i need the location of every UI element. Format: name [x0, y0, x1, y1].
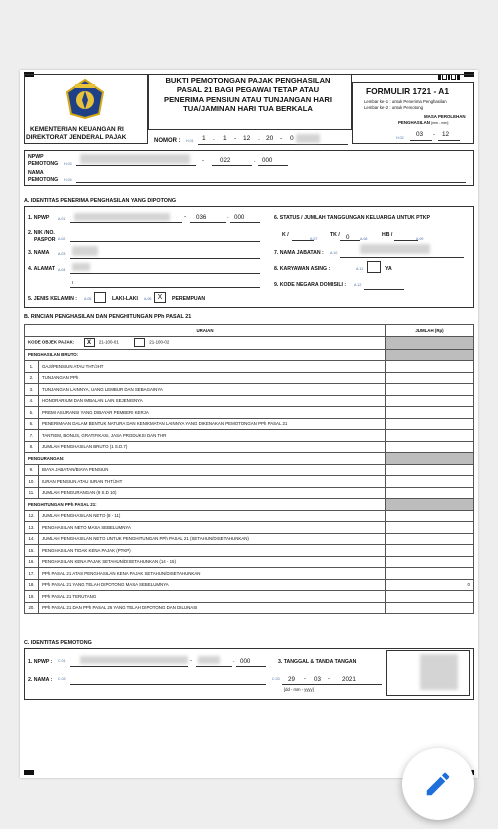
masa-dash: - [433, 132, 435, 138]
a-jk-label: 5. JENIS KELAMIN : [28, 296, 78, 302]
group-label: PENGURANGAN: [25, 453, 386, 465]
masa-label-1: MASA PEROLEHAN [424, 114, 466, 119]
directorate-name: DIREKTORAT JENDERAL PAJAK [26, 134, 127, 141]
row-number: 6. [25, 418, 39, 430]
a-k-code: A.07 [310, 237, 318, 241]
row-description: PENGHASILAN TIDAK KENA PAJAK (PTKP) [39, 545, 386, 557]
npwp-pemotong-code: H.03 [64, 162, 72, 166]
row-amount[interactable] [386, 407, 474, 419]
row-description: PREMI ASURANSI YANG DIBAYAR PEMBERI KERJA [39, 407, 386, 419]
row-amount[interactable]: 0 [386, 579, 474, 591]
c-npwp-code: C.01 [58, 659, 66, 663]
c-npwp-dot: . [233, 658, 235, 664]
table-row [25, 464, 474, 476]
lembar-1: Lembar ke-1 : untuk Penerima Penghasilan [364, 99, 447, 104]
kemenkeu-logo-icon [63, 78, 107, 120]
row-amount[interactable] [386, 602, 474, 614]
a-jabatan-redacted [360, 244, 430, 254]
kode-1-label: 21-100-01 [98, 339, 119, 345]
table-row [25, 487, 474, 499]
group-row [25, 349, 474, 361]
kode-2-checkbox[interactable] [134, 338, 145, 347]
table-row [25, 361, 474, 373]
row-number: 4. [25, 395, 39, 407]
a-nama-label: 3. NAMA [28, 250, 50, 256]
npwp-pemotong-part3[interactable]: 000 [262, 157, 273, 164]
group-label: PENGHASILAN BRUTO: [25, 349, 386, 361]
npwp-dash-1: - [202, 158, 204, 164]
form-page [20, 70, 478, 778]
table-row [25, 441, 474, 453]
row-description: PENGHASILAN NETO MASA SEBELUMNYA [39, 522, 386, 534]
row-description: PENERIMAAN DALAM BENTUK NATURA DAN KENIKMATAN LAINNYA YANG DIKENAKAN PEMOTONGAN PPh PASAL 21 [39, 418, 386, 430]
corner-mark-bl [24, 770, 34, 775]
table-row [25, 579, 474, 591]
lembar-2: Lembar ke-2 : untuk Pemotong [364, 105, 423, 110]
form-name: FORMULIR 1721 - A1 [366, 86, 449, 96]
a-jk-laki-checkbox[interactable] [94, 292, 106, 303]
row-description: TUNJANGAN PPh [39, 372, 386, 384]
a-asing-checkbox[interactable] [367, 261, 381, 273]
a-hb-label: HB / [382, 232, 393, 238]
a-k-label: K / [282, 232, 289, 238]
table-row [25, 395, 474, 407]
row-description: GAJI/PENSIUN ATAU THT/JHT [39, 361, 386, 373]
a-npwp-dash: - [184, 214, 186, 220]
a-npwp-redacted [74, 213, 170, 221]
npwp-pemotong-label: NPWP PEMOTONG [28, 154, 59, 167]
a-jk-perempuan-label: PEREMPUAN [172, 296, 206, 302]
row-description: PENGHASILAN KENA PAJAK SETAHUN/DISETAHUNKAN (14 - 15) [39, 556, 386, 568]
row-number: 12. [25, 510, 39, 522]
c-npwp-redacted [80, 656, 188, 664]
a-asing-code: A.11 [356, 267, 364, 271]
masa-from-field[interactable]: 03 [410, 129, 432, 141]
table-row [25, 568, 474, 580]
a-nama-redacted [72, 246, 98, 256]
group-row [25, 453, 474, 465]
c-nama-label: 2. NAMA : [28, 677, 53, 683]
a-alamat-code: A.04 [58, 268, 66, 272]
row-number: 2. [25, 372, 39, 384]
row-number: 1. [25, 361, 39, 373]
table-row [25, 418, 474, 430]
nomor-label: NOMOR : [154, 138, 181, 144]
group-row [25, 499, 474, 511]
table-row [25, 591, 474, 603]
row-number: 17. [25, 568, 39, 580]
row-number: 19. [25, 591, 39, 603]
row-amount[interactable] [386, 568, 474, 580]
c-date-dash-2: - [328, 676, 330, 682]
col-uraian: URAIAN [25, 325, 386, 337]
row-number: 16. [25, 556, 39, 568]
table-row [25, 476, 474, 488]
row-description: JUMLAH PENGHASILAN BRUTO (1 S.D.7) [39, 441, 386, 453]
signature-redacted [420, 654, 458, 690]
row-amount[interactable] [386, 372, 474, 384]
c-date-day[interactable]: 29 [288, 676, 295, 683]
form-title: BUKTI PEMOTONGAN PAJAK PENGHASILAN PASAL 21 BAGI PEGAWAI TETAP ATAU PENERIMA PENSIUN ATAU TUNJANGAN HARI TUA/JAMINAN HARI TUA BERKALA [164, 76, 332, 114]
a-npwp-label: 1. NPWP [28, 215, 50, 221]
c-npwp-part3[interactable]: 000 [240, 658, 251, 665]
kode-objek-label: KODE OBJEK PAJAK: [28, 339, 75, 345]
kode-1-checkbox[interactable]: X [84, 338, 95, 347]
table-row [25, 533, 474, 545]
row-number: 20. [25, 602, 39, 614]
table-row [25, 372, 474, 384]
row-amount[interactable] [386, 487, 474, 499]
section-a-title: A. IDENTITAS PENERIMA PENGHASILAN YANG DIPOTONG [24, 198, 177, 204]
ministry-name: KEMENTERIAN KEUANGAN RI [30, 126, 124, 133]
row-description: IURAN PENSIUN ATAU IURAN THT/JHT [39, 476, 386, 488]
row-description: HONORARIUM DAN IMBALAN LAIN SEJENISNYA [39, 395, 386, 407]
masa-label-2: PENGHASILAN [mm - mm] [398, 120, 449, 125]
nomor-field[interactable]: 1 . 1 - 12 . 20 - 0 [196, 133, 352, 145]
a-tk-code: A.08 [360, 237, 368, 241]
c-date-format: [dd - mm - yyyy] [284, 687, 314, 692]
table-row [25, 602, 474, 614]
c-ttd-label: 3. TANGGAL & TANDA TANGAN [278, 659, 357, 665]
row-amount[interactable] [386, 441, 474, 453]
a-status-label: 6. STATUS / JUMLAH TANGGUNGAN KELUARGA UNTUK PTKP [274, 215, 431, 221]
row-amount[interactable] [386, 556, 474, 568]
edit-fab-button[interactable] [402, 748, 474, 820]
c-date-year[interactable]: 2021 [342, 676, 356, 683]
row-amount[interactable] [386, 361, 474, 373]
row-description: PPh PASAL 21 YANG TELAH DIPOTONG MASA SEBELUMNYA [39, 579, 386, 591]
table-row [25, 522, 474, 534]
c-date-dash-1: - [304, 676, 306, 682]
row-number: 9. [25, 464, 39, 476]
row-amount[interactable] [386, 476, 474, 488]
a-jk-code-1: A.05 [84, 297, 92, 301]
nomor-redacted [296, 134, 320, 143]
rincian-table [24, 324, 474, 614]
row-amount[interactable] [386, 464, 474, 476]
a-asing-label: 8. KARYAWAN ASING : [274, 266, 331, 272]
table-row [25, 510, 474, 522]
table-row [25, 384, 474, 396]
row-description: PPh PASAL 21 DAN PPh PASAL 26 YANG TELAH DIPOTONG DAN DILUNASI [39, 602, 386, 614]
a-npwp-code: A.01 [58, 217, 66, 221]
row-amount[interactable] [386, 591, 474, 603]
table-row [25, 556, 474, 568]
c-npwp-dash: - [190, 658, 192, 664]
kode-objek-row [25, 336, 474, 349]
row-description: JUMLAH PENGHASILAN NETO UNTUK PENGHITUNGAN PPh PASAL 21 (SETAHUN/DISETAHUNKAN) [39, 533, 386, 545]
row-number: 7. [25, 430, 39, 442]
row-amount[interactable] [386, 395, 474, 407]
a-nama-code: A.03 [58, 252, 66, 256]
a-npwp-part3[interactable]: 000 [234, 214, 245, 221]
group-label: PENGHITUNGAN PPh PASAL 21: [25, 499, 386, 511]
masa-code: H.02 [396, 136, 404, 140]
row-number: 13. [25, 522, 39, 534]
row-description: TANTIEM, BONUS, GRATIFIKASI, JASA PRODUKSI DAN THR [39, 430, 386, 442]
row-amount[interactable] [386, 510, 474, 522]
nama-pemotong-code: H.04 [64, 178, 72, 182]
row-number: 10. [25, 476, 39, 488]
row-description: PPh PASAL 21 TERUTANG [39, 591, 386, 603]
row-amount[interactable] [386, 384, 474, 396]
row-number: 11. [25, 487, 39, 499]
row-number: 18. [25, 579, 39, 591]
row-description: JUMLAH PENGHASILAN NETO (8 - 11) [39, 510, 386, 522]
masa-to-field[interactable]: 12 [438, 129, 460, 141]
table-row [25, 430, 474, 442]
row-amount[interactable] [386, 533, 474, 545]
c-date-month[interactable]: 03 [314, 676, 321, 683]
row-amount[interactable] [386, 430, 474, 442]
a-jk-code-2: A.06 [144, 297, 152, 301]
a-alamat-line2: I [72, 280, 74, 285]
nama-pemotong-label: NAMA PEMOTONG [28, 170, 59, 183]
a-npwp-dot: . [227, 214, 229, 220]
c-npwp-label: 1. NPWP : [28, 659, 53, 665]
a-jabatan-code: A.10 [330, 251, 338, 255]
table-row [25, 545, 474, 557]
a-jk-perempuan-checkbox[interactable]: X [154, 292, 166, 303]
a-tk-value[interactable]: 0 [346, 234, 350, 241]
row-number: 14. [25, 533, 39, 545]
row-description: BIAYA JABATAN/BIAYA PENSIUN [39, 464, 386, 476]
a-jk-laki-label: LAKI-LAKI [112, 296, 138, 302]
row-number: 5. [25, 407, 39, 419]
c-npwp-part2-redacted [198, 656, 220, 664]
a-npwp-part2[interactable]: 036 [196, 214, 207, 221]
a-nik-code: A.02 [58, 237, 66, 241]
c-nama-code: C.02 [58, 677, 66, 681]
row-description: JUMLAH PENGURANGAN (9 S.D 10) [39, 487, 386, 499]
row-number: 3. [25, 384, 39, 396]
row-amount[interactable] [386, 418, 474, 430]
c-date-code: C.03 [272, 677, 280, 681]
row-number: 8. [25, 441, 39, 453]
row-description: PPh PASAL 21 ATAS PENGHASILAN KENA PAJAK SETAHUN/DISETAHUNKAN [39, 568, 386, 580]
table-row [25, 407, 474, 419]
a-asing-ya: YA [385, 266, 392, 272]
a-alamat-redacted [72, 263, 90, 271]
pencil-icon [423, 769, 453, 799]
row-amount[interactable] [386, 522, 474, 534]
row-number: 15. [25, 545, 39, 557]
row-amount[interactable] [386, 545, 474, 557]
a-negara-code: A.12 [354, 283, 362, 287]
section-b-title: B. RINCIAN PENGHASILAN DAN PENGHITUNGAN PPh PASAL 21 [24, 314, 192, 320]
a-jabatan-label: 7. NAMA JABATAN : [274, 250, 324, 256]
a-nik-label: 2. NIK /NO. PASPOR [28, 230, 56, 243]
col-jumlah: JUMLAH (Rp) [386, 325, 474, 337]
table-header-row [25, 325, 474, 337]
row-description: TUNJANGAN LAINNYA, UANG LEMBUR DAN SEBAGAINYA [39, 384, 386, 396]
nomor-code: H.01 [186, 139, 194, 143]
npwp-pemotong-part2[interactable]: 022 [220, 157, 231, 164]
a-negara-label: 9. KODE NEGARA DOMISILI : [274, 282, 347, 288]
npwp-dot: . [254, 158, 256, 164]
a-tk-label: TK / [330, 232, 340, 238]
kode-2-label: 21-100-02 [149, 339, 170, 345]
npwp-pemotong-redacted [80, 154, 190, 164]
a-hb-code: A.09 [416, 237, 424, 241]
section-c-title: C. IDENTITAS PEMOTONG [24, 640, 92, 646]
a-alamat-label: 4. ALAMAT [28, 266, 56, 272]
